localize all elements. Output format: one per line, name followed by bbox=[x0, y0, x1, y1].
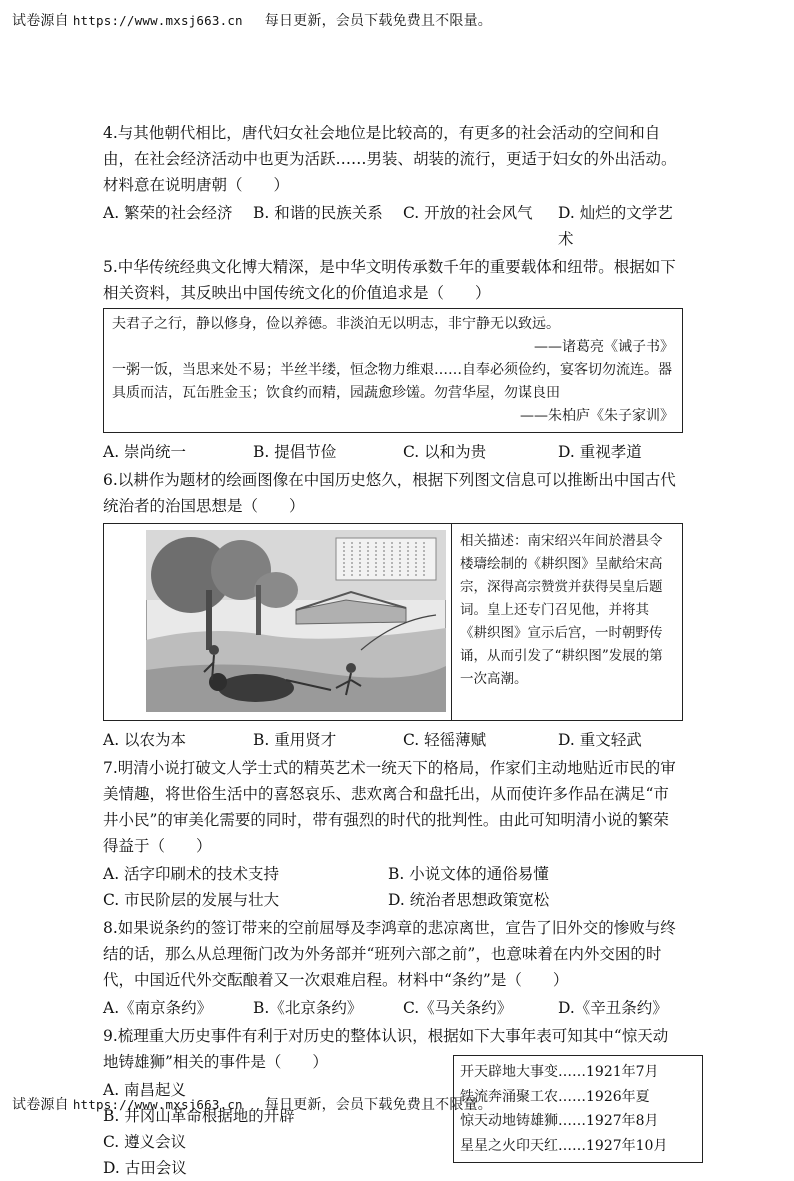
option-a[interactable]: A. 繁荣的社会经济 bbox=[103, 204, 233, 222]
question-7-stem: 7.明清小说打破文人学士式的精英艺术一统天下的格局，作家们主动地贴近市民的审美情趣，将世俗生活中的喜怒哀乐、悲欢离合和盘托出，从而使许多作品在满足“市井小民”的审美化需要的同时，带有强烈的时代的批判性。由此可知明清小说的繁荣得益于（ ） bbox=[103, 759, 676, 855]
option-d[interactable]: D. 灿烂的文学艺术 bbox=[558, 204, 673, 248]
option-a[interactable]: A. 活字印刷术的技术支持 bbox=[103, 865, 280, 883]
header-site: 试卷源自 bbox=[12, 13, 69, 29]
question-7 bbox=[103, 755, 683, 913]
timeline-entry: 星星之火印天红……1927年10月 bbox=[460, 1137, 668, 1154]
option-c[interactable]: C. 轻徭薄赋 bbox=[403, 731, 487, 749]
question-6 bbox=[103, 467, 683, 753]
option-b[interactable]: B. 重用贤才 bbox=[253, 731, 337, 749]
option-b[interactable]: B. 井冈山革命根据地的开辟 bbox=[103, 1107, 295, 1125]
footer-motto: 每日更新，会员下载免费且不限量。 bbox=[264, 1097, 492, 1113]
question-8 bbox=[103, 915, 683, 1021]
page-footer bbox=[12, 1094, 492, 1114]
farming-painting bbox=[104, 524, 451, 720]
option-c[interactable]: C.《马关条约》 bbox=[403, 999, 513, 1017]
option-a[interactable]: A. 南昌起义 bbox=[103, 1081, 187, 1099]
quote-box bbox=[103, 308, 683, 433]
question-6-stem: 6.以耕作为题材的绘画图像在中国历史悠久，根据下列图文信息可以推断出中国古代统治者的治国思想是（ ） bbox=[103, 471, 676, 515]
option-b[interactable]: B. 小说文体的通俗易懂 bbox=[388, 865, 549, 883]
question-5-options bbox=[103, 439, 683, 465]
footer-site: 试卷源自 bbox=[12, 1097, 69, 1113]
header-url-link[interactable]: https://www.mxsj663.cn bbox=[72, 13, 243, 28]
question-9-stem: 9.梳理重大历史事件有利于对历史的整体认识，根据如下大事年表可知其中“惊天动地铸雄狮”相关的事件是（ ） bbox=[103, 1027, 669, 1071]
quote-source: ——朱柏庐《朱子家训》 bbox=[520, 408, 674, 424]
quote-source: ——诸葛亮《诫子书》 bbox=[534, 339, 674, 355]
option-d[interactable]: D.《辛丑条约》 bbox=[558, 999, 668, 1017]
option-d[interactable]: D. 重视孝道 bbox=[558, 443, 642, 461]
option-c[interactable]: C. 以和为贵 bbox=[403, 443, 487, 461]
option-a[interactable]: A. 崇尚统一 bbox=[103, 443, 187, 461]
quote-text: 一粥一饭，当思来处不易；半丝半缕，恒念物力维艰……自奉必须俭约，宴客切勿流连。器具质而洁，瓦缶胜金玉；饮食约而精，园蔬愈珍馐。勿营华屋，勿谋良田 bbox=[112, 362, 672, 401]
timeline-entry: 铁流奔涌聚工农……1926年夏 bbox=[460, 1088, 650, 1105]
question-7-options bbox=[103, 861, 683, 913]
figure-box bbox=[103, 523, 683, 721]
option-b[interactable]: B. 和谐的民族关系 bbox=[253, 204, 383, 222]
option-c[interactable]: C. 遵义会议 bbox=[103, 1133, 187, 1151]
question-5-stem: 5.中华传统经典文化博大精深，是中华文明传承数千年的重要载体和纽带。根据如下相关资料，其反映出中国传统文化的价值追求是（ ） bbox=[103, 258, 676, 302]
question-8-stem: 8.如果说条约的签订带来的空前屈辱及李鸿章的悲凉离世，宣告了旧外交的惨败与终结的话，那么从总理衙门改为外务部并“班列六部之前”，也意味着在内外交困的时代，中国近代外交酝酿着又一次艰难启程。材料中“条约”是（ ） bbox=[103, 919, 676, 989]
option-d[interactable]: D. 统治者思想政策宽松 bbox=[388, 891, 550, 909]
timeline-entry: 开天辟地大事变……1921年7月 bbox=[460, 1064, 659, 1080]
question-4 bbox=[103, 120, 683, 252]
question-8-options bbox=[103, 995, 683, 1021]
question-4-stem: 4.与其他朝代相比，唐代妇女社会地位是比较高的，有更多的社会活动的空间和自由，在社会经济活动中也更为活跃……男装、胡装的流行，更适于妇女的外出活动。材料意在说明唐朝（ ） bbox=[103, 124, 677, 194]
option-d[interactable]: D. 古田会议 bbox=[103, 1159, 187, 1177]
question-5 bbox=[103, 254, 683, 465]
page-header bbox=[12, 10, 492, 30]
header-motto: 每日更新，会员下载免费且不限量。 bbox=[264, 13, 492, 29]
option-c[interactable]: C. 市民阶层的发展与壮大 bbox=[103, 891, 280, 909]
option-d[interactable]: D. 重文轻武 bbox=[558, 731, 642, 749]
question-6-options bbox=[103, 727, 683, 753]
option-b[interactable]: B. 提倡节俭 bbox=[253, 443, 337, 461]
farming-painting-image bbox=[146, 530, 446, 712]
exam-content bbox=[103, 120, 683, 1181]
option-c[interactable]: C. 开放的社会风气 bbox=[403, 204, 533, 222]
option-a[interactable]: A. 以农为本 bbox=[103, 731, 187, 749]
option-a[interactable]: A.《南京条约》 bbox=[103, 999, 213, 1017]
figure-description: 相关描述：南宋绍兴年间於潜县令楼璹绘制的《耕织图》呈献给宋高宗，深得高宗赞赏并获得吴皇后题词。皇上还专门召见他，并将其《耕织图》宣示后宫，一时朝野传诵，从而引发了“耕织图”发展的第一次高潮。 bbox=[451, 524, 682, 720]
option-b[interactable]: B.《北京条约》 bbox=[253, 999, 363, 1017]
footer-url-link[interactable]: https://www.mxsj663.cn bbox=[72, 1097, 243, 1112]
question-4-options bbox=[103, 200, 683, 252]
timeline-entry: 惊天动地铸雄狮……1927年8月 bbox=[460, 1113, 659, 1129]
quote-text: 夫君子之行，静以修身，俭以养德。非淡泊无以明志，非宁静无以致远。 bbox=[112, 316, 560, 332]
